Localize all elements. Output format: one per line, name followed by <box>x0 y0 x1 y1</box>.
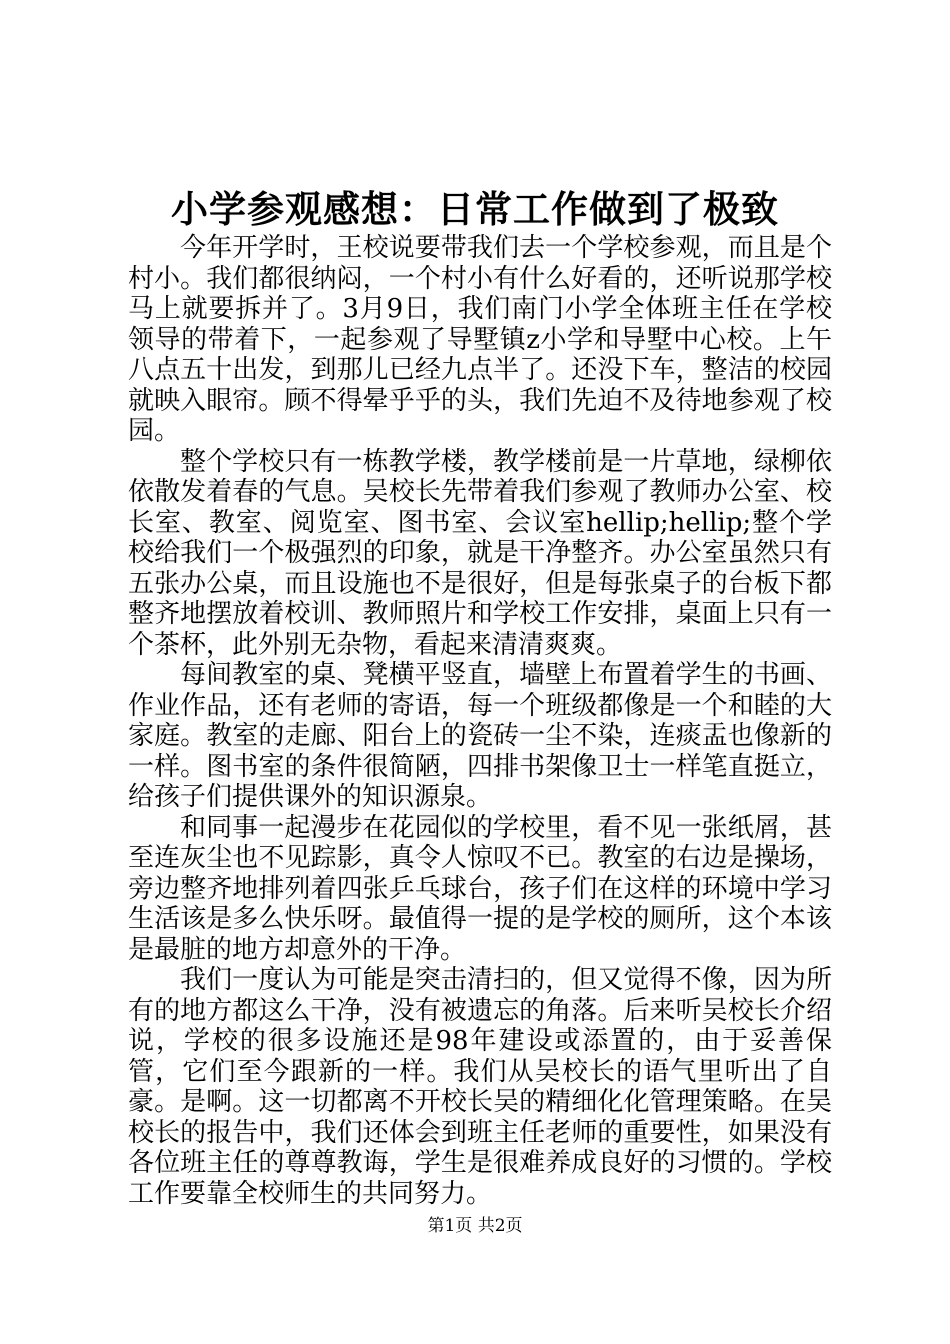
paragraph: 每间教室的桌、凳横平竖直，墙壁上布置着学生的书画、作业作品，还有老师的寄语，每一个班级都像是一个和睦的大家庭。教室的走廊、阳台上的瓷砖一尘不染，连痰盂也像新的一样。图书室的条件很简陋，四排书架像卫士一样笔直挺立，给孩子们提供课外的知识源泉。 <box>128 660 832 812</box>
paragraph: 整个学校只有一栋教学楼，教学楼前是一片草地，绿柳依依散发着春的气息。吴校长先带着我们参观了教师办公室、校长室、教室、阅览室、图书室、会议室hellip;hellip;整个学校给我们一个极强烈的印象，就是干净整齐。办公室虽然只有五张办公桌，而且设施也不是很好，但是每张桌子的台板下都整齐地摆放着校训、教师照片和学校工作安排，桌面上只有一个茶杯，此外别无杂物，看起来清清爽爽。 <box>128 446 832 660</box>
paragraph: 我们一度认为可能是突击清扫的，但又觉得不像，因为所有的地方都这么干净，没有被遗忘的角落。后来听吴校长介绍说，学校的很多设施还是98年建设或添置的，由于妥善保管，它们至今跟新的一样。我们从吴校长的语气里听出了自豪。是啊。这一切都离不开校长吴的精细化化管理策略。在吴校长的报告中，我们还体会到班主任老师的重要性，如果没有各位班主任的尊尊教诲，学生是很难养成良好的习惯的。学校工作要靠全校师生的共同努力。 <box>128 965 832 1209</box>
paragraph: 和同事一起漫步在花园似的学校里，看不见一张纸屑，甚至连灰尘也不见踪影，真令人惊叹不已。教室的右边是操场，旁边整齐地排列着四张乒乓球台，孩子们在这样的环境中学习生活该是多么快乐呀。最值得一提的是学校的厕所，这个本该是最脏的地方却意外的干净。 <box>128 812 832 965</box>
document-title: 小学参观感想：日常工作做到了极致 <box>171 187 779 231</box>
paragraph: 今年开学时，王校说要带我们去一个学校参观，而且是个村小。我们都很纳闷，一个村小有什么好看的，还听说那学校马上就要拆并了。3月9日，我们南门小学全体班主任在学校领导的带着下，一起参观了导墅镇z小学和导墅中心校。上午八点五十出发，到那儿已经九点半了。还没下车，整洁的校园就映入眼帘。顾不得晕乎乎的头，我们先迫不及待地参观了校园。 <box>128 233 832 446</box>
document-body <box>128 233 832 1209</box>
page-number-footer: 第1页 共2页 <box>427 1216 523 1236</box>
